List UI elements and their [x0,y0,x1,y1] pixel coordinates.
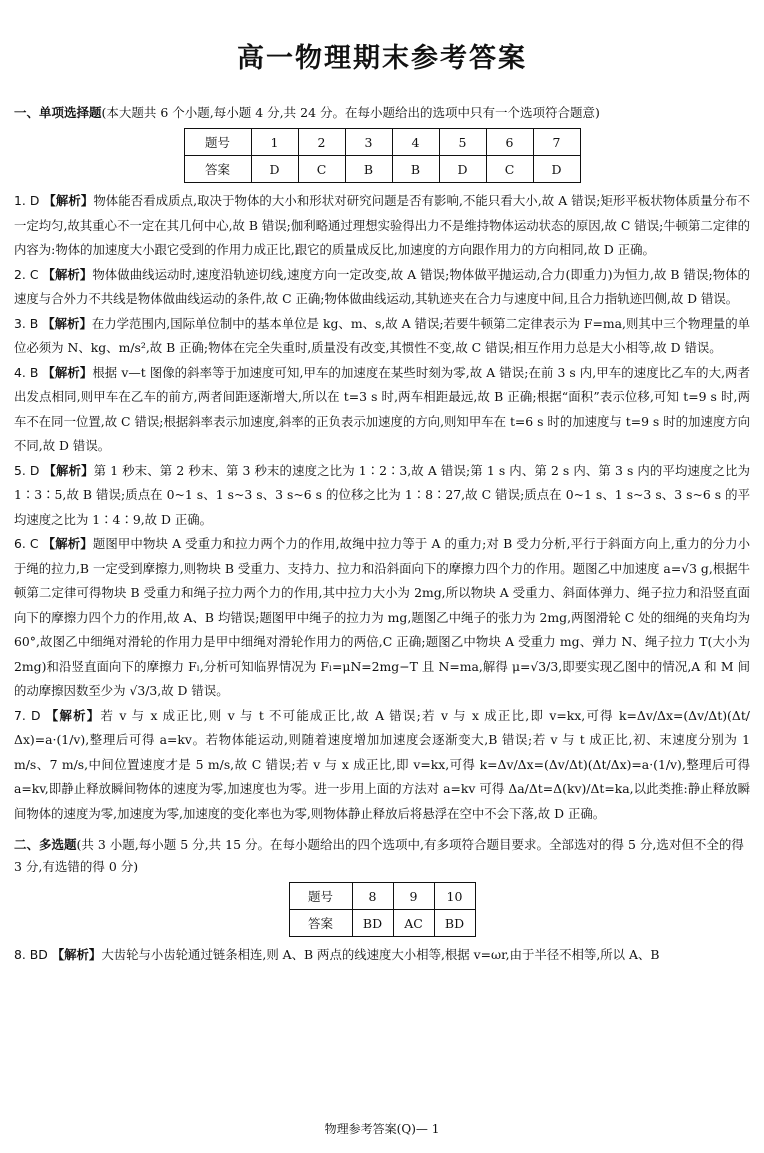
analysis-tag: 【解析】 [42,536,93,551]
explanation-5 [14,459,750,533]
explanation-text: 大齿轮与小齿轮通过链条相连,则 A、B 两点的线速度大小相等,根据 v=ωr,由于半径不相等,所以 A、B [101,947,660,962]
table-cell: 4 [392,129,439,156]
explanation-3 [14,312,750,361]
table-cell: D [251,156,298,183]
explanation-text: 物体做曲线运动时,速度沿轨迹切线,速度方向一定改变,故 A 错误;物体做平抛运动,合力(即重力)为恒力,故 B 错误;物体的速度与合外力不共线是物体做曲线运动的条件,故 C 正确;物体做曲线运动,其轨迹夹在合力与速度中间,且合力指轨迹凹侧,故 D 错误。 [14,266,750,306]
question-number: 7. D [14,707,41,723]
table-cell: B [392,156,439,183]
explanation-text: 物体能否看成质点,取决于物体的大小和形状对研究问题是否有影响,不能只看大小,故 A 错误;矩形平板状物体质量分布不一定均匀,故其重心不一定在其几何中心,故 B 错误;伽利略通过理想实验得出力不是维持物体运动状态的原因,故 C 错误;牛顿第二定律的内容为:物体的加速度大小跟它受到的作用力成正比,跟它的质量成反比,加速度的方向跟作用力的方向相同,故 D 正确。 [14,193,750,257]
question-number: 5. D [14,462,40,478]
question-number: 4. B [14,364,39,380]
explanation-text: 根据 v—t 图像的斜率等于加速度可知,甲车的加速度在某些时刻为零,故 A 错误;在前 3 s 内,甲车的速度比乙车的大,两者出发点相同,则甲车在乙车的前方,两者间距逐渐增大,所以在 t=3 s 时,两车相距最远,故 B 正确;根据“面积”表示位移,可知 t=9 s 时,两车不在同一位置,故 C 错误;根据斜率表示加速度,斜率的正负表示加速度的方向,则知甲车在 t=6 s 时的加速度与 t=9 s 时的加速度方向不同,故 D 错误。 [14,364,751,453]
section2-label: 二、多选题 [14,837,77,852]
table-cell: 5 [439,129,486,156]
table-cell: 8 [352,883,393,910]
table-row-answers [289,910,475,937]
table-cell: 9 [393,883,434,910]
table-cell: BD [352,910,393,937]
section1-desc: (本大题共 6 个小题,每小题 4 分,共 24 分。在每小题给出的选项中只有一个选项符合题意) [101,105,600,120]
section2-desc: (共 3 小题,每小题 5 分,共 15 分。在每小题给出的四个选项中,有多项符合题目要求。全部选对的得 5 分,选对但不全的得 3 分,有选错的得 0 分) [14,837,744,874]
explanation-text: 第 1 秒末、第 2 秒末、第 3 秒末的速度之比为 1∶2∶3,故 A 错误;第 1 s 内、第 2 s 内、第 3 s 内的平均速度之比为 1∶3∶5,故 B 错误;质点在 0~1 s、1 s~3 s、3 s~6 s 的位移之比为 1∶8∶27,故 C 错误;质点在 0~1 s、1 s~3 s、3 s~6 s 的平均速度之比为 1∶4∶9,故 D 正确。 [14,462,751,527]
table-cell: 7 [533,129,580,156]
analysis-tag: 【解析】 [42,364,93,380]
analysis-tag: 【解析】 [42,315,92,331]
explanation-text: 题图甲中物块 A 受重力和拉力两个力的作用,故绳中拉力等于 A 的重力;对 B 受力分析,平行于斜面方向上,重力的分力小于绳的拉力,B 一定受到摩擦力,则物块 B 受重力、支持力、拉力和沿斜面向下的摩擦力四个力的作用。题图乙中加速度 a=√3 g,根据牛顿第二定律可得物块 B 受重力和绳子拉力两个力的作用,其中拉力大小为 2mg,所以物块 A 受重力、斜面体弹力、绳子拉力和沿竖直面向下的摩擦力四个力的作用,故 A、B 均错误;题图甲中绳子的拉力为 mg,题图乙中绳子的张力为 2mg,两图滑轮 C 处的细绳的夹角均为 60°,故图乙中细绳对滑轮的作用力是甲中细绳对滑轮作用力的两倍,C 正确;题图乙中物块 A 受重力 mg、弹力 N、绳子拉力 T(大小为 2mg)和沿竖直面向下的摩擦力 Fₗ,分析可知临界情况为 Fₗ=μN=2mg−T 且 N=ma,解得 μ=√3/3,即要实现乙图中的情况,A 和 M 间的动摩擦因数至少为 √3/3,故 D 错误。 [14,536,750,698]
explanation-4 [14,361,750,459]
question-number: 6. C [14,536,39,551]
section1-heading [14,102,750,124]
table-cell: D [439,156,486,183]
table-cell: 1 [251,129,298,156]
table-cell: C [486,156,533,183]
section2-answer-table [289,882,476,937]
table-cell: 3 [345,129,392,156]
question-number: 2. C [14,266,39,282]
table-cell: 10 [434,883,475,910]
table-cell: 2 [298,129,345,156]
section1-label: 一、单项选择题 [14,105,102,120]
analysis-tag: 【解析】 [42,266,93,282]
explanation-7 [14,704,750,827]
row-label: 题号 [184,129,251,156]
explanation-1 [14,189,750,263]
question-number: 3. B [14,315,39,331]
table-cell: C [298,156,345,183]
section2-heading [14,834,750,878]
explanation-2 [14,263,750,312]
explanation-text: 在力学范围内,国际单位制中的基本单位是 kg、m、s,故 A 错误;若要牛顿第二定律表示为 F=ma,则其中三个物理量的单位必须为 N、kg、m/s²,故 B 正确;物体在完全失重时,质量没有改变,其惯性不变,故 C 错误;相互作用力总是大小相等,故 D 错误。 [14,315,750,355]
page-footer: 物理参考答案(Q)— 1 [324,1122,440,1136]
question-number: 1. D [14,193,40,208]
explanation-6 [14,532,750,704]
question-number: 8. BD [14,947,48,962]
row-label: 答案 [289,910,352,937]
analysis-tag: 【解析】 [51,947,102,962]
table-cell: BD [434,910,475,937]
table-row-numbers [289,883,475,910]
table-cell: B [345,156,392,183]
table-cell: D [533,156,580,183]
analysis-tag: 【解析】 [43,462,94,478]
table-cell: 6 [486,129,533,156]
page-title: 高一物理期末参考答案 [237,43,527,74]
table-row-numbers [184,129,580,156]
table-row-answers [184,156,580,183]
analysis-tag: 【解析】 [43,193,94,208]
explanation-text: 若 v 与 x 成正比,则 v 与 t 不可能成正比,故 A 错误;若 v 与 x 成正比,即 v=kx,可得 k=Δv/Δx=(Δv/Δt)(Δt/Δx)=a·(1/v),整理后可得 a=kv。若物体能运动,则随着速度增加加速度会逐渐变大,B 错误;若 v 与 t 成正比,初、末速度分别为 1 m/s、7 m/s,中间位置速度才是 5 m/s,故 C 错误;若 v 与 x 成正比,即 v=kx,可得 k=Δv/Δx=(Δv/Δt)(Δt/Δx)=a·(1/v),整理后可得 a=kv,即静止释放瞬间物体的速度为零,加速度也为零。进一步用上面的方法对 a=kv 可得 Δa/Δt=Δ(kv)/Δt=ka,以此类推:静止释放瞬间物体的速度为零,加速度为零,加速度的变化率也为零,则物体静止释放后将悬浮在空中不会下落,故 D 正确。 [14,707,750,821]
table-cell: AC [393,910,434,937]
explanation-8 [14,943,750,968]
row-label: 题号 [289,883,352,910]
section1-answer-table [184,128,581,183]
analysis-tag: 【解析】 [45,707,101,723]
row-label: 答案 [184,156,251,183]
